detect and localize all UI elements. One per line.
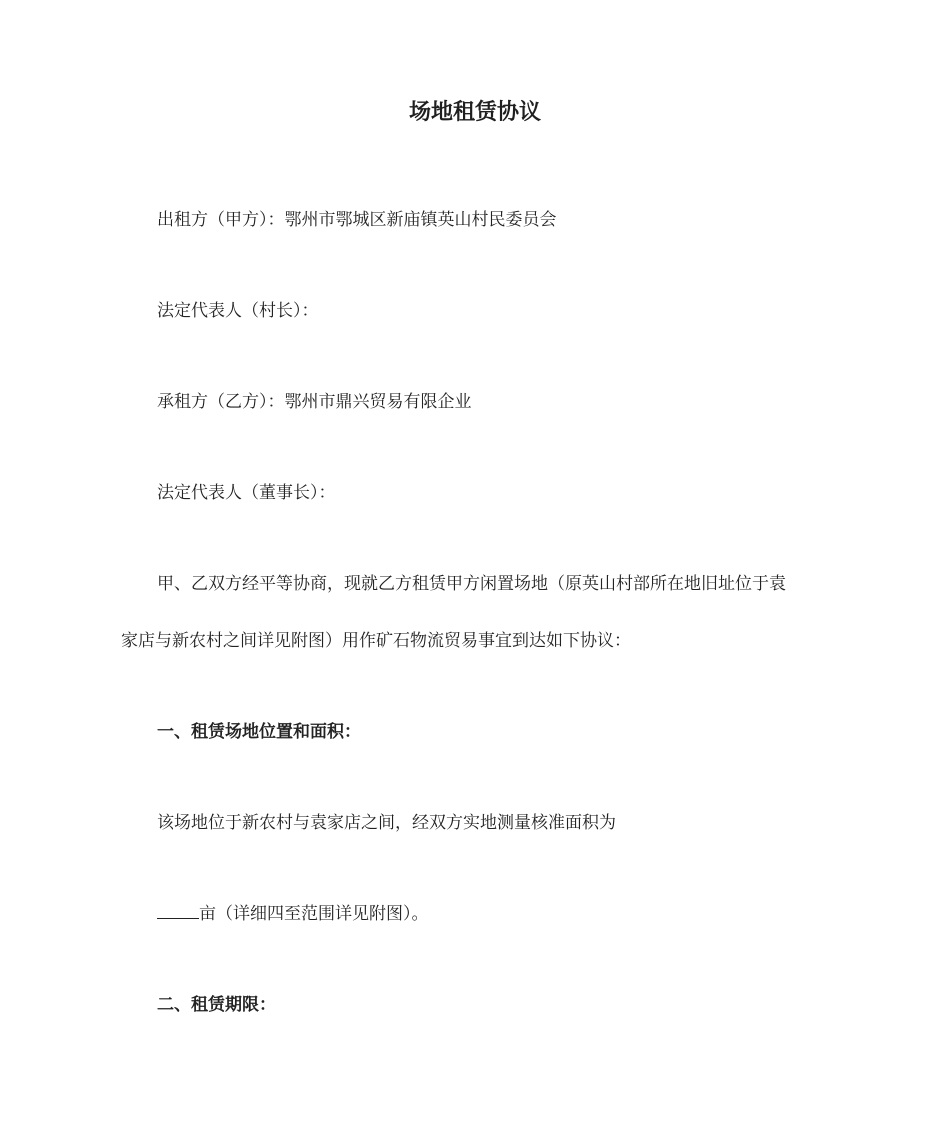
section-1-heading: 一、租赁场地位置和面积： xyxy=(157,722,361,742)
area-unit-text: 亩（详细四至范围详见附图）。 xyxy=(199,904,429,924)
section-1-line-1: 该场地位于新农村与袁家店之间，经双方实地测量核准面积为 xyxy=(157,813,616,833)
intro-paragraph-line-1: 甲、乙双方经平等协商，现就乙方租赁甲方闲置场地（原英山村部所在地旧址位于袁 xyxy=(157,574,786,594)
section-2-heading: 二、租赁期限： xyxy=(157,995,276,1015)
lessor-line: 出租方（甲方）：鄂州市鄂城区新庙镇英山村民委员会 xyxy=(157,210,557,230)
lessor-representative-line: 法定代表人（村长）： xyxy=(157,301,319,321)
section-1-line-2 xyxy=(157,901,429,927)
lessee-line: 承租方（乙方）：鄂州市鼎兴贸易有限企业 xyxy=(157,392,472,412)
area-blank-underline xyxy=(157,901,199,919)
document-title: 场地租赁协议 xyxy=(408,100,541,125)
lessee-representative-line: 法定代表人（董事长）： xyxy=(157,483,336,503)
intro-paragraph-line-2: 家店与新农村之间详见附图）用作矿石物流贸易事宜到达如下协议： xyxy=(121,631,631,651)
